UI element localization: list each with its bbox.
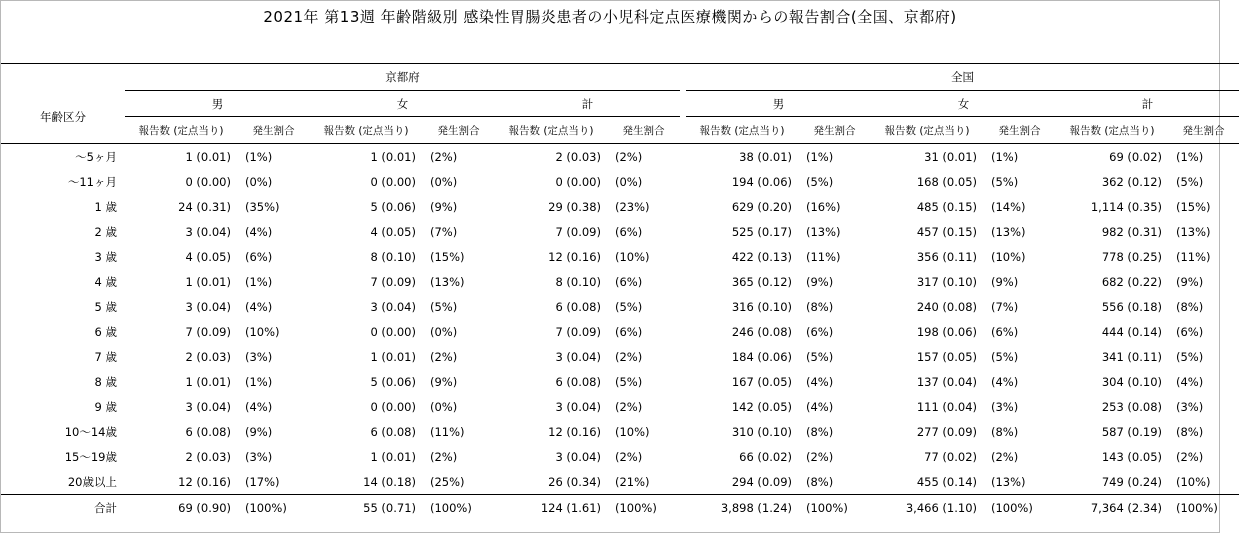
report-count-cell: 8 (0.10)	[370, 249, 416, 264]
incidence-ratio-cell: (100%)	[983, 495, 1056, 521]
report-count-cell: 38 (0.01)	[686, 144, 798, 170]
incidence-ratio-cell: (5%)	[991, 349, 1019, 364]
pct-subheader: 発生割合	[998, 124, 1041, 137]
sex-header-male-kyoto: 男	[125, 91, 310, 117]
report-count-cell: 422 (0.13)	[731, 249, 792, 264]
report-count-cell: 455 (0.14)	[916, 474, 977, 489]
report-count-cell: 4 (0.05)	[370, 224, 416, 239]
age-group-header: 年齢区分	[40, 109, 86, 124]
report-count-cell: 55 (0.71)	[310, 495, 422, 521]
table-row	[1, 144, 1239, 170]
report-count-cell: 3 (0.04)	[370, 299, 416, 314]
table-row	[1, 469, 1239, 495]
report-count-cell: 7 (0.09)	[555, 324, 601, 339]
report-count-cell: 457 (0.15)	[916, 224, 977, 239]
incidence-ratio-cell: (1%)	[245, 274, 273, 289]
report-count-cell: 778 (0.25)	[1101, 249, 1162, 264]
table-row	[1, 344, 1239, 369]
incidence-ratio-cell: (1%)	[798, 144, 871, 170]
incidence-ratio-cell: (21%)	[615, 474, 650, 489]
report-count-cell: 157 (0.05)	[916, 349, 977, 364]
incidence-ratio-cell: (8%)	[1176, 299, 1204, 314]
sex-header-female-kyoto: 女	[310, 91, 495, 117]
table-row	[1, 369, 1239, 394]
incidence-ratio-cell: (23%)	[615, 199, 650, 214]
incidence-ratio-cell: (8%)	[806, 299, 834, 314]
report-count-cell: 14 (0.18)	[363, 474, 416, 489]
incidence-ratio-cell: (3%)	[245, 449, 273, 464]
report-count-cell: 2 (0.03)	[185, 449, 231, 464]
table-row	[1, 169, 1239, 194]
report-count-cell: 69 (0.02)	[1056, 144, 1168, 170]
report-count-cell: 629 (0.20)	[731, 199, 792, 214]
report-count-cell: 0 (0.00)	[370, 324, 416, 339]
incidence-ratio-cell: (5%)	[1176, 174, 1204, 189]
age-group-label: 5 歳	[94, 299, 117, 314]
table-row	[1, 194, 1239, 219]
report-count-cell: 111 (0.04)	[916, 399, 977, 414]
report-count-cell: 3 (0.04)	[555, 349, 601, 364]
report-count-cell: 1,114 (0.35)	[1090, 199, 1162, 214]
report-count-cell: 194 (0.06)	[731, 174, 792, 189]
incidence-ratio-cell: (13%)	[991, 474, 1026, 489]
age-group-label: 9 歳	[94, 399, 117, 414]
count-subheader: 報告数 (定点当り)	[1069, 124, 1155, 137]
age-group-label: 4 歳	[94, 274, 117, 289]
pct-subheader: 発生割合	[437, 124, 480, 137]
report-count-cell: 749 (0.24)	[1101, 474, 1162, 489]
report-count-cell: 69 (0.90)	[125, 495, 237, 521]
report-count-cell: 362 (0.12)	[1101, 174, 1162, 189]
report-count-cell: 2 (0.03)	[495, 144, 607, 170]
report-count-cell: 0 (0.00)	[370, 399, 416, 414]
incidence-ratio-cell: (4%)	[245, 224, 273, 239]
report-count-cell: 3 (0.04)	[185, 224, 231, 239]
count-subheader: 報告数 (定点当り)	[699, 124, 785, 137]
incidence-ratio-cell: (10%)	[245, 324, 280, 339]
table-row	[1, 419, 1239, 444]
incidence-ratio-cell: (6%)	[615, 224, 643, 239]
report-count-cell: 26 (0.34)	[548, 474, 601, 489]
incidence-ratio-cell: (8%)	[806, 424, 834, 439]
report-count-cell: 356 (0.11)	[916, 249, 977, 264]
incidence-ratio-cell: (6%)	[615, 274, 643, 289]
report-count-cell: 1 (0.01)	[370, 349, 416, 364]
incidence-ratio-cell: (9%)	[806, 274, 834, 289]
report-count-cell: 12 (0.16)	[178, 474, 231, 489]
age-group-label: 10～14歳	[64, 424, 117, 439]
report-count-cell: 8 (0.10)	[555, 274, 601, 289]
incidence-ratio-cell: (13%)	[806, 224, 841, 239]
incidence-ratio-cell: (2%)	[1176, 449, 1204, 464]
table-row	[1, 394, 1239, 419]
incidence-ratio-cell: (2%)	[615, 399, 643, 414]
report-count-cell: 253 (0.08)	[1101, 399, 1162, 414]
report-count-cell: 0 (0.00)	[370, 174, 416, 189]
report-count-cell: 485 (0.15)	[916, 199, 977, 214]
table-row	[1, 294, 1239, 319]
incidence-ratio-cell: (1%)	[983, 144, 1056, 170]
incidence-ratio-cell: (5%)	[806, 174, 834, 189]
incidence-ratio-cell: (10%)	[615, 249, 650, 264]
incidence-ratio-cell: (2%)	[430, 349, 458, 364]
incidence-ratio-cell: (3%)	[991, 399, 1019, 414]
incidence-ratio-cell: (2%)	[430, 449, 458, 464]
age-group-label: ～11ヶ月	[67, 174, 117, 189]
incidence-ratio-cell: (8%)	[806, 474, 834, 489]
incidence-ratio-cell: (35%)	[245, 199, 280, 214]
report-count-cell: 6 (0.08)	[185, 424, 231, 439]
incidence-ratio-cell: (0%)	[245, 174, 273, 189]
incidence-ratio-cell: (6%)	[991, 324, 1019, 339]
table-row	[1, 244, 1239, 269]
incidence-ratio-cell: (10%)	[615, 424, 650, 439]
incidence-ratio-cell: (100%)	[422, 495, 495, 521]
incidence-ratio-cell: (11%)	[430, 424, 465, 439]
table-body	[1, 144, 1239, 521]
report-count-cell: 294 (0.09)	[731, 474, 792, 489]
report-count-cell: 24 (0.31)	[178, 199, 231, 214]
report-count-cell: 1 (0.01)	[310, 144, 422, 170]
table-row	[1, 219, 1239, 244]
incidence-ratio-cell: (6%)	[245, 249, 273, 264]
report-count-cell: 66 (0.02)	[739, 449, 792, 464]
incidence-ratio-cell: (100%)	[607, 495, 680, 521]
pct-subheader: 発生割合	[252, 124, 295, 137]
report-count-cell: 7 (0.09)	[555, 224, 601, 239]
age-group-label: 7 歳	[94, 349, 117, 364]
report-count-cell: 6 (0.08)	[370, 424, 416, 439]
incidence-ratio-cell: (13%)	[991, 224, 1026, 239]
incidence-ratio-cell: (7%)	[991, 299, 1019, 314]
report-count-cell: 5 (0.06)	[370, 374, 416, 389]
report-count-cell: 1 (0.01)	[185, 274, 231, 289]
report-count-cell: 341 (0.11)	[1101, 349, 1162, 364]
incidence-ratio-cell: (1%)	[245, 374, 273, 389]
incidence-ratio-cell: (15%)	[430, 249, 465, 264]
report-table	[1, 63, 1239, 520]
incidence-ratio-cell: (1%)	[1168, 144, 1239, 170]
pct-subheader: 発生割合	[813, 124, 856, 137]
count-subheader: 報告数 (定点当り)	[884, 124, 970, 137]
incidence-ratio-cell: (9%)	[1176, 274, 1204, 289]
report-count-cell: 982 (0.31)	[1101, 224, 1162, 239]
incidence-ratio-cell: (6%)	[806, 324, 834, 339]
report-count-cell: 1 (0.01)	[370, 449, 416, 464]
incidence-ratio-cell: (3%)	[245, 349, 273, 364]
report-count-cell: 31 (0.01)	[871, 144, 983, 170]
sex-header-male-national: 男	[686, 91, 871, 117]
incidence-ratio-cell: (5%)	[615, 374, 643, 389]
age-group-label: 6 歳	[94, 324, 117, 339]
incidence-ratio-cell: (2%)	[806, 449, 834, 464]
region-header-kyoto: 京都府	[125, 64, 680, 91]
incidence-ratio-cell: (14%)	[991, 199, 1026, 214]
report-count-cell: 137 (0.04)	[916, 374, 977, 389]
incidence-ratio-cell: (2%)	[607, 144, 680, 170]
report-count-cell: 3 (0.04)	[555, 399, 601, 414]
incidence-ratio-cell: (5%)	[806, 349, 834, 364]
incidence-ratio-cell: (9%)	[991, 274, 1019, 289]
incidence-ratio-cell: (0%)	[430, 324, 458, 339]
report-count-cell: 7 (0.09)	[370, 274, 416, 289]
report-count-cell: 2 (0.03)	[185, 349, 231, 364]
incidence-ratio-cell: (2%)	[422, 144, 495, 170]
incidence-ratio-cell: (10%)	[1176, 474, 1211, 489]
incidence-ratio-cell: (13%)	[430, 274, 465, 289]
incidence-ratio-cell: (9%)	[430, 199, 458, 214]
table-row	[1, 269, 1239, 294]
report-count-cell: 3 (0.04)	[555, 449, 601, 464]
incidence-ratio-cell: (100%)	[237, 495, 310, 521]
age-group-label: ～5ヶ月	[1, 144, 125, 170]
incidence-ratio-cell: (1%)	[237, 144, 310, 170]
report-count-cell: 246 (0.08)	[731, 324, 792, 339]
incidence-ratio-cell: (7%)	[430, 224, 458, 239]
report-count-cell: 29 (0.38)	[548, 199, 601, 214]
table-row	[1, 319, 1239, 344]
report-count-cell: 3 (0.04)	[185, 399, 231, 414]
incidence-ratio-cell: (0%)	[430, 399, 458, 414]
report-count-cell: 556 (0.18)	[1101, 299, 1162, 314]
incidence-ratio-cell: (3%)	[1176, 399, 1204, 414]
sex-header-total-national: 計	[1056, 91, 1239, 117]
report-count-cell: 240 (0.08)	[916, 299, 977, 314]
report-count-cell: 1 (0.01)	[185, 374, 231, 389]
incidence-ratio-cell: (9%)	[245, 424, 273, 439]
incidence-ratio-cell: (100%)	[798, 495, 871, 521]
pct-subheader: 発生割合	[622, 124, 665, 137]
incidence-ratio-cell: (5%)	[991, 174, 1019, 189]
report-count-cell: 168 (0.05)	[916, 174, 977, 189]
incidence-ratio-cell: (0%)	[615, 174, 643, 189]
report-count-cell: 682 (0.22)	[1101, 274, 1162, 289]
incidence-ratio-cell: (9%)	[430, 374, 458, 389]
incidence-ratio-cell: (11%)	[1176, 249, 1211, 264]
incidence-ratio-cell: (13%)	[1176, 224, 1211, 239]
report-count-cell: 310 (0.10)	[731, 424, 792, 439]
age-group-label: 1 歳	[94, 199, 117, 214]
report-count-cell: 3,898 (1.24)	[686, 495, 798, 521]
report-count-cell: 124 (1.61)	[495, 495, 607, 521]
report-count-cell: 6 (0.08)	[555, 299, 601, 314]
sex-header-female-national: 女	[871, 91, 1056, 117]
report-count-cell: 12 (0.16)	[548, 424, 601, 439]
incidence-ratio-cell: (4%)	[991, 374, 1019, 389]
total-label: 合計	[1, 495, 125, 521]
report-count-cell: 444 (0.14)	[1101, 324, 1162, 339]
incidence-ratio-cell: (16%)	[806, 199, 841, 214]
age-group-label: 20歳以上	[67, 474, 117, 489]
sex-header-total-kyoto: 計	[495, 91, 680, 117]
incidence-ratio-cell: (4%)	[245, 299, 273, 314]
age-group-label: 8 歳	[94, 374, 117, 389]
incidence-ratio-cell: (5%)	[430, 299, 458, 314]
report-count-cell: 0 (0.00)	[555, 174, 601, 189]
incidence-ratio-cell: (2%)	[991, 449, 1019, 464]
page-title: 2021年 第13週 年齢階級別 感染性胃腸炎患者の小児科定点医療機関からの報告割合(全国、京都府)	[263, 8, 957, 26]
report-count-cell: 0 (0.00)	[185, 174, 231, 189]
report-count-cell: 12 (0.16)	[548, 249, 601, 264]
age-group-label: 15～19歳	[64, 449, 117, 464]
incidence-ratio-cell: (11%)	[806, 249, 841, 264]
incidence-ratio-cell: (17%)	[245, 474, 280, 489]
incidence-ratio-cell: (6%)	[1176, 324, 1204, 339]
incidence-ratio-cell: (6%)	[615, 324, 643, 339]
incidence-ratio-cell: (2%)	[615, 449, 643, 464]
report-count-cell: 77 (0.02)	[924, 449, 977, 464]
pct-subheader: 発生割合	[1182, 124, 1225, 137]
incidence-ratio-cell: (15%)	[1176, 199, 1211, 214]
report-count-cell: 1 (0.01)	[125, 144, 237, 170]
table-row	[1, 444, 1239, 469]
report-count-cell: 3 (0.04)	[185, 299, 231, 314]
incidence-ratio-cell: (4%)	[806, 399, 834, 414]
report-count-cell: 184 (0.06)	[731, 349, 792, 364]
report-count-cell: 277 (0.09)	[916, 424, 977, 439]
report-count-cell: 143 (0.05)	[1101, 449, 1162, 464]
report-count-cell: 142 (0.05)	[731, 399, 792, 414]
incidence-ratio-cell: (8%)	[1176, 424, 1204, 439]
incidence-ratio-cell: (5%)	[1176, 349, 1204, 364]
incidence-ratio-cell: (0%)	[430, 174, 458, 189]
incidence-ratio-cell: (100%)	[1168, 495, 1239, 521]
count-subheader: 報告数 (定点当り)	[508, 124, 594, 137]
report-count-cell: 6 (0.08)	[555, 374, 601, 389]
report-count-cell: 3,466 (1.10)	[871, 495, 983, 521]
report-count-cell: 4 (0.05)	[185, 249, 231, 264]
incidence-ratio-cell: (10%)	[991, 249, 1026, 264]
incidence-ratio-cell: (2%)	[615, 349, 643, 364]
report-count-cell: 365 (0.12)	[731, 274, 792, 289]
incidence-ratio-cell: (5%)	[615, 299, 643, 314]
age-group-label: 3 歳	[94, 249, 117, 264]
incidence-ratio-cell: (25%)	[430, 474, 465, 489]
report-count-cell: 7 (0.09)	[185, 324, 231, 339]
report-count-cell: 525 (0.17)	[731, 224, 792, 239]
report-count-cell: 587 (0.19)	[1101, 424, 1162, 439]
report-count-cell: 304 (0.10)	[1101, 374, 1162, 389]
region-header-national: 全国	[686, 64, 1239, 91]
report-count-cell: 5 (0.06)	[370, 199, 416, 214]
report-count-cell: 198 (0.06)	[916, 324, 977, 339]
report-count-cell: 7,364 (2.34)	[1056, 495, 1168, 521]
count-subheader: 報告数 (定点当り)	[138, 124, 224, 137]
incidence-ratio-cell: (4%)	[806, 374, 834, 389]
total-row	[1, 495, 1239, 521]
report-count-cell: 317 (0.10)	[916, 274, 977, 289]
incidence-ratio-cell: (8%)	[991, 424, 1019, 439]
count-subheader: 報告数 (定点当り)	[323, 124, 409, 137]
age-group-label: 2 歳	[94, 224, 117, 239]
report-count-cell: 167 (0.05)	[731, 374, 792, 389]
incidence-ratio-cell: (4%)	[1176, 374, 1204, 389]
report-count-cell: 316 (0.10)	[731, 299, 792, 314]
incidence-ratio-cell: (4%)	[245, 399, 273, 414]
